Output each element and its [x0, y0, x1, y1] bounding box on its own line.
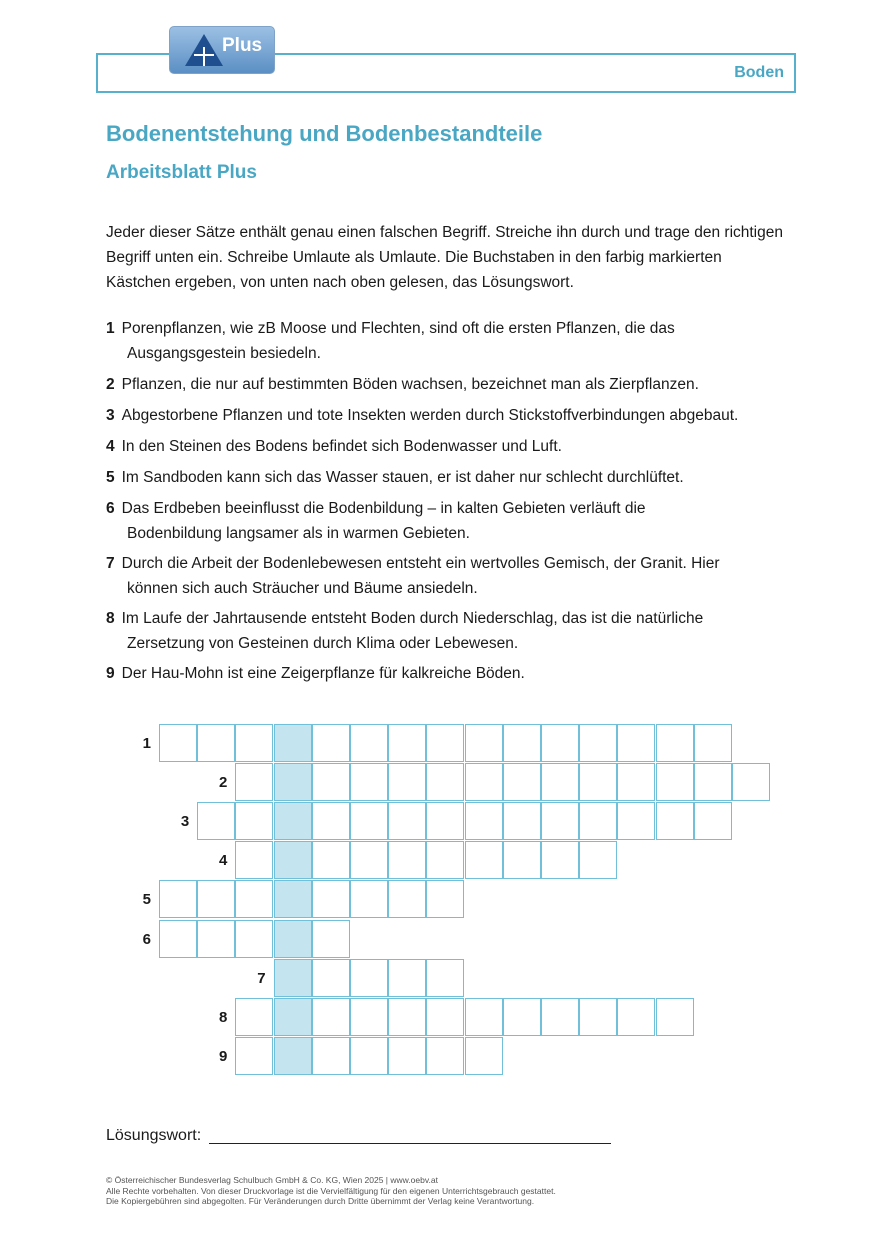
crossword-cell[interactable] [465, 1037, 503, 1075]
task-number: 8 [106, 610, 115, 627]
crossword-cell[interactable] [426, 763, 464, 801]
crossword-row-number: 4 [219, 852, 228, 870]
crossword-cell[interactable] [617, 802, 655, 840]
crossword-solution-cell[interactable] [274, 724, 312, 762]
copyright-footer [106, 1175, 556, 1207]
crossword-cell[interactable] [312, 802, 350, 840]
page-subtitle: Arbeitsblatt Plus [106, 162, 257, 183]
crossword-cell[interactable] [350, 1037, 388, 1075]
crossword-cell[interactable] [235, 724, 273, 762]
crossword-cell[interactable] [503, 998, 541, 1036]
crossword-cell[interactable] [388, 998, 426, 1036]
footer-line: Die Kopiergebühren sind abgegolten. Für Veränderungen durch Dritte übernimmt der Verlag keine Verantwortung. [106, 1196, 535, 1206]
crossword-solution-cell[interactable] [274, 880, 312, 918]
task-number: 4 [106, 438, 115, 455]
crossword-row-number: 8 [219, 1008, 228, 1026]
crossword-cell[interactable] [656, 763, 694, 801]
task-text: Im Sandboden kann sich das Wasser stauen, er ist daher nur schlecht durchlüftet. [121, 469, 684, 486]
crossword-cell[interactable] [617, 724, 655, 762]
crossword-cell[interactable] [465, 998, 503, 1036]
crossword-row-number: 2 [219, 774, 228, 792]
crossword-row-number: 6 [142, 930, 151, 948]
crossword-cell[interactable] [235, 1037, 273, 1075]
crossword-cell[interactable] [656, 998, 694, 1036]
crossword-cell[interactable] [541, 724, 579, 762]
crossword-cell[interactable] [312, 724, 350, 762]
crossword-cell[interactable] [159, 880, 197, 918]
task-number: 1 [106, 320, 115, 337]
task-text: Im Laufe der Jahrtausende entsteht Boden durch Niederschlag, das ist die natürliche [121, 610, 704, 627]
crossword-cell[interactable] [350, 998, 388, 1036]
crossword-cell[interactable] [312, 880, 350, 918]
crossword-cell[interactable] [350, 880, 388, 918]
crossword-solution-cell[interactable] [274, 959, 312, 997]
task-text: Das Erdbeben beeinflusst die Bodenbildung – in kalten Gebieten verläuft die [121, 500, 646, 517]
task-item [106, 606, 796, 656]
crossword-cell[interactable] [503, 724, 541, 762]
crossword-cell[interactable] [388, 959, 426, 997]
crossword-cell[interactable] [694, 763, 732, 801]
crossword-cell[interactable] [503, 763, 541, 801]
crossword-cell[interactable] [235, 802, 273, 840]
crossword-cell[interactable] [694, 724, 732, 762]
crossword-cell[interactable] [503, 841, 541, 879]
crossword-cell[interactable] [350, 724, 388, 762]
crossword-cell[interactable] [579, 998, 617, 1036]
task-item [106, 661, 796, 686]
crossword-cell[interactable] [197, 920, 235, 958]
solution-answer-line[interactable] [209, 1143, 611, 1144]
crossword-cell[interactable] [312, 998, 350, 1036]
crossword-solution-cell[interactable] [274, 802, 312, 840]
task-number: 2 [106, 376, 115, 393]
crossword-row-number: 9 [219, 1047, 228, 1065]
crossword-cell[interactable] [503, 802, 541, 840]
crossword-cell[interactable] [579, 763, 617, 801]
crossword-solution-cell[interactable] [274, 920, 312, 958]
solution-label: Lösungswort: [106, 1127, 202, 1144]
task-item [106, 496, 796, 546]
footer-line: Alle Rechte vorbehalten. Von dieser Druckvorlage ist die Vervielfältigung für den eigenen Unterrichtsgebrauch gestattet. [106, 1185, 556, 1196]
crossword-cell[interactable] [312, 1037, 350, 1075]
task-item [106, 434, 796, 459]
crossword-cell[interactable] [388, 763, 426, 801]
crossword-cell[interactable] [541, 802, 579, 840]
crossword-cell[interactable] [426, 841, 464, 879]
crossword-cell[interactable] [388, 802, 426, 840]
crossword-cell[interactable] [426, 959, 464, 997]
crossword-row-number: 1 [142, 735, 151, 752]
crossword-cell[interactable] [197, 724, 235, 762]
crossword-solution-cell[interactable] [274, 841, 312, 879]
crossword-cell[interactable] [388, 880, 426, 918]
crossword-row-number: 7 [257, 969, 266, 987]
task-text: Der Hau-Mohn ist eine Zeigerpflanze für kalkreiche Böden. [121, 665, 525, 682]
crossword-cell[interactable] [732, 763, 770, 801]
crossword-solution-cell[interactable] [274, 763, 312, 801]
logo-text: Plus [222, 35, 263, 56]
task-item [106, 551, 796, 601]
publisher-logo [169, 26, 275, 74]
crossword-cell[interactable] [579, 802, 617, 840]
task-text: Abgestorbene Pflanzen und tote Insekten werden durch Stickstoffverbindungen abgebaut. [121, 407, 739, 424]
crossword-cell[interactable] [465, 802, 503, 840]
crossword-cell[interactable] [388, 724, 426, 762]
task-text: In den Steinen des Bodens befindet sich Bodenwasser und Luft. [121, 438, 562, 455]
task-item [106, 403, 796, 428]
crossword-cell[interactable] [197, 802, 235, 840]
crossword-cell[interactable] [426, 880, 464, 918]
crossword-cell[interactable] [159, 920, 197, 958]
task-text: Ausgangsgestein besiedeln. [127, 345, 321, 362]
crossword-cell[interactable] [656, 724, 694, 762]
task-item [106, 372, 796, 397]
task-item [106, 316, 796, 366]
crossword-cell[interactable] [426, 724, 464, 762]
crossword-cell[interactable] [235, 880, 273, 918]
task-text: Pflanzen, die nur auf bestimmten Böden wachsen, bezeichnet man als Zierpflanzen. [121, 376, 699, 393]
page-title: Bodenentstehung und Bodenbestandteile [106, 121, 543, 146]
crossword-cell[interactable] [465, 763, 503, 801]
task-number: 9 [106, 665, 115, 682]
crossword-solution-cell[interactable] [274, 1037, 312, 1075]
crossword-cell[interactable] [617, 763, 655, 801]
crossword-cell[interactable] [235, 841, 273, 879]
crossword-row-number: 3 [180, 813, 190, 831]
task-text: können sich auch Sträucher und Bäume ansiedeln. [127, 580, 478, 597]
crossword-cell[interactable] [465, 841, 503, 879]
task-number: 6 [106, 500, 115, 517]
triangle-logo-icon [184, 33, 224, 67]
crossword-cell[interactable] [694, 802, 732, 840]
crossword-solution-cell[interactable] [274, 998, 312, 1036]
crossword-cell[interactable] [235, 763, 273, 801]
crossword-cell[interactable] [541, 841, 579, 879]
crossword-cell[interactable] [350, 763, 388, 801]
task-text: Bodenbildung langsamer als in warmen Gebieten. [127, 525, 470, 542]
task-text: Zersetzung von Gesteinen durch Klima oder Lebewesen. [127, 635, 519, 652]
crossword-cell[interactable] [312, 920, 350, 958]
instructions: Jeder dieser Sätze enthält genau einen falschen Begriff. Streiche ihn durch und trage den richtigen Begriff unten ein. Schreibe Umlaute als Umlaute. Die Buchstaben in den farbig markierten Kästchen ergeben, von unten nach oben gelesen, das Lösungswort. [106, 224, 783, 291]
crossword-cell[interactable] [579, 724, 617, 762]
crossword-cell[interactable] [426, 998, 464, 1036]
task-number: 3 [106, 407, 115, 424]
crossword-cell[interactable] [426, 1037, 464, 1075]
crossword-row-number: 5 [142, 891, 151, 909]
task-text: Durch die Arbeit der Bodenlebewesen entsteht ein wertvolles Gemisch, der Granit. Hier [121, 555, 720, 572]
section-label: Boden [734, 64, 784, 81]
crossword-cell[interactable] [541, 998, 579, 1036]
task-item [106, 465, 796, 490]
crossword-cell[interactable] [350, 841, 388, 879]
crossword-cell[interactable] [388, 1037, 426, 1075]
crossword-cell[interactable] [656, 802, 694, 840]
crossword-cell[interactable] [235, 920, 273, 958]
crossword-cell[interactable] [235, 998, 273, 1036]
crossword-cell[interactable] [426, 802, 464, 840]
crossword-cell[interactable] [350, 802, 388, 840]
crossword-cell[interactable] [312, 841, 350, 879]
crossword-cell[interactable] [579, 841, 617, 879]
crossword-cell[interactable] [388, 841, 426, 879]
task-number: 5 [106, 469, 115, 486]
crossword-cell[interactable] [541, 763, 579, 801]
crossword-cell[interactable] [465, 724, 503, 762]
crossword-cell[interactable] [617, 998, 655, 1036]
task-text: Porenpflanzen, wie zB Moose und Flechten, sind oft die ersten Pflanzen, die das [121, 320, 675, 337]
task-number: 7 [106, 555, 115, 572]
crossword-cell[interactable] [350, 959, 388, 997]
crossword-cell[interactable] [312, 959, 350, 997]
crossword-cell[interactable] [312, 763, 350, 801]
crossword-cell[interactable] [159, 724, 197, 762]
crossword-cell[interactable] [197, 880, 235, 918]
footer-line: © Österreichischer Bundesverlag Schulbuch GmbH & Co. KG, Wien 2025 | www.oebv.at [106, 1175, 438, 1185]
